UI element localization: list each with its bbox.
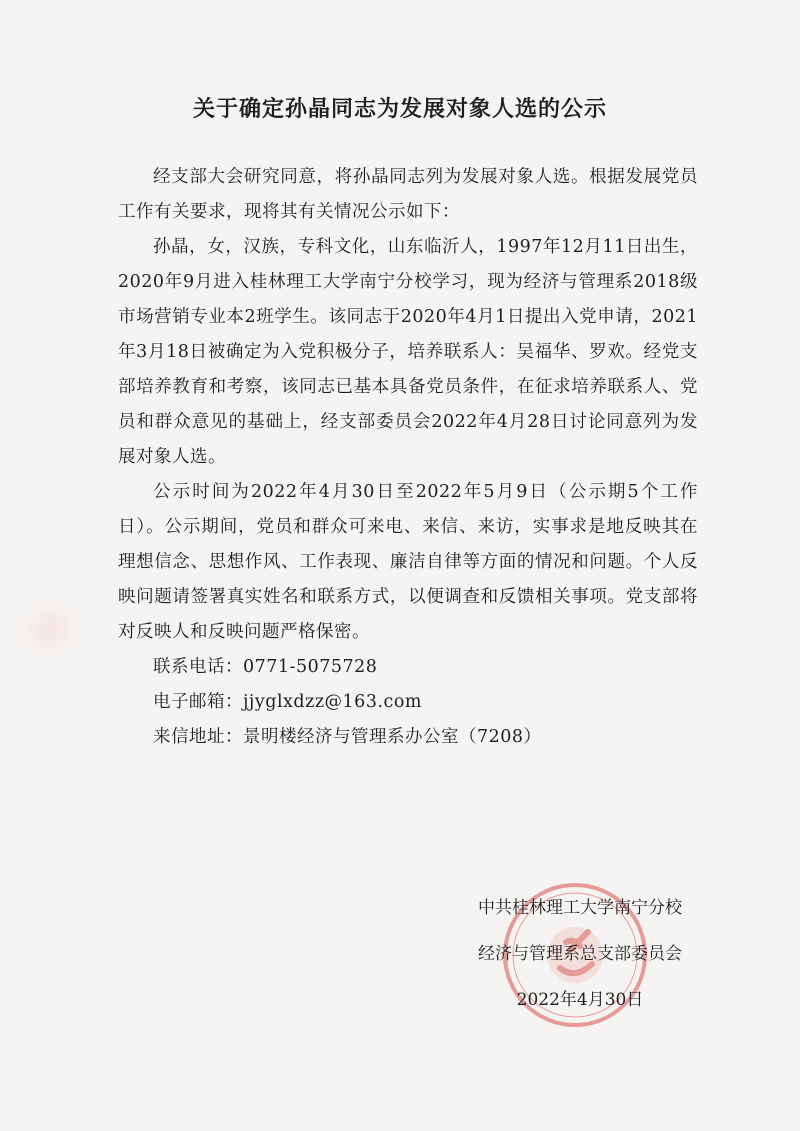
- paper-smudge: [20, 600, 80, 660]
- paragraph-candidate-info: 孙晶，女，汉族，专科文化，山东临沂人，1997年12月11日出生，2020年9月进入桂林理工大学南宁分校学习，现为经济与管理系2018级市场营销专业本2班学生。该同志于2020年4月1日提出入党申请，2021年3月18日被确定为入党积极分子，培养联系人：吴福华、罗欢。经党支部培养教育和考察，该同志已基本具备党员条件，在征求培养联系人、党员和群众意见的基础上，经支部委员会2022年4月28日讨论同意列为发展对象人选。: [118, 237, 698, 467]
- contact-email: 电子邮箱：jjyglxdzz@163.com: [153, 692, 422, 712]
- paragraph-publicity-period: 公示时间为2022年4月30日至2022年5月9日（公示期5个工作日）。公示期间，党员和群众可来电、来信、来访，实事求是地反映其在理想信念、思想作风、工作表现、廉洁自律等方面的情况和问题。个人反映问题请签署真实姓名和联系方式，以便调查和反馈相关事项。党支部将对反映人和反映问题严格保密。: [118, 482, 698, 642]
- signature-date: 2022年4月30日: [516, 990, 644, 1010]
- paragraph-intro: 经支部大会研究同意，将孙晶同志列为发展对象人选。根据发展党员工作有关要求，现将其有关情况公示如下：: [118, 167, 698, 222]
- contact-address: 来信地址：景明楼经济与管理系办公室（7208）: [153, 727, 542, 747]
- notice-title: 关于确定孙晶同志为发展对象人选的公示: [192, 97, 607, 122]
- signature-org-line2: 经济与管理系总支部委员会: [478, 944, 682, 964]
- signature-org-line1: 中共桂林理工大学南宁分校: [478, 898, 682, 918]
- signature-block: [440, 885, 720, 1023]
- contact-phone: 联系电话：0771-5075728: [153, 657, 378, 677]
- notice-body: [118, 160, 698, 755]
